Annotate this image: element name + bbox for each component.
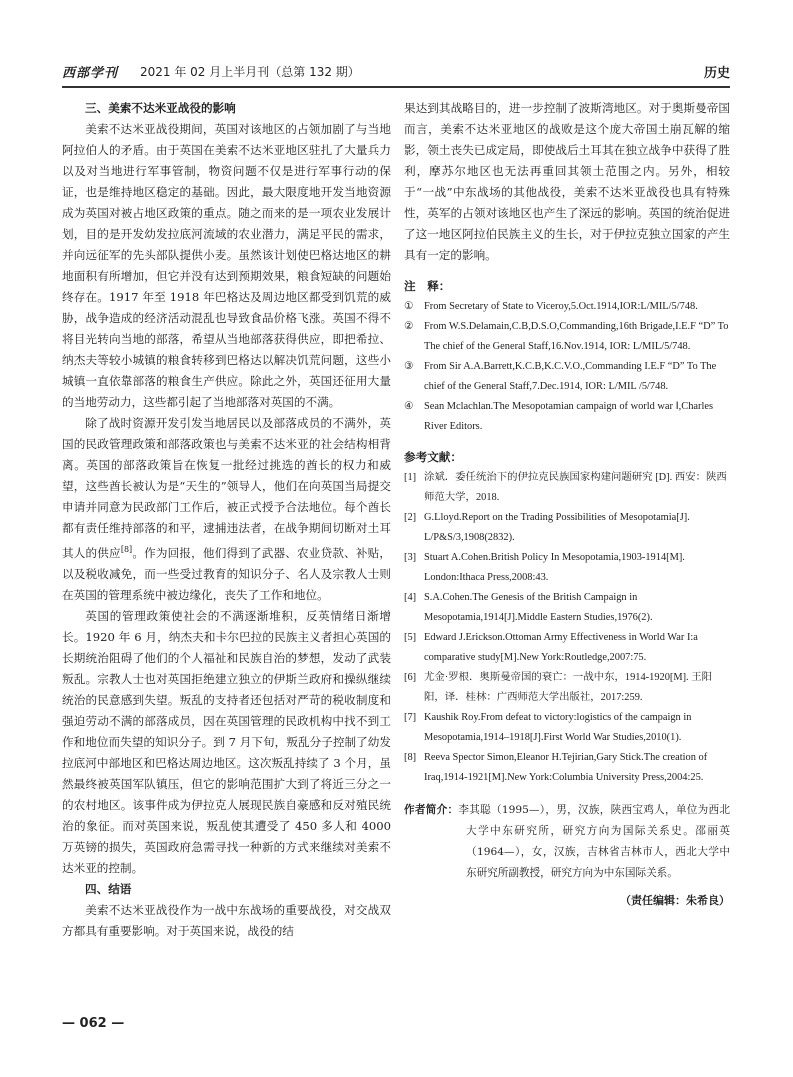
ref-item [404,468,730,508]
ref-number: [7] [404,712,417,723]
references-title: 参考文献： [404,450,462,464]
author-text: 李其聪（1995—），男，汉族，陕西宝鸡人，单位为西北大学中东研究所，研究方向为国际关系史。邵丽英（1964—），女，汉族，吉林省吉林市人，西北大学中东研究所副教授，研究方向为中东国际关系。 [458,804,730,879]
ref-text: S.A.Cohen.The Genesis of the British Campaign in Mesopotamia,1914[J].Middle Eastern Studies,1976(2). [424,592,653,623]
ref-number: [2] [404,512,417,523]
journal-name: 西部学刊 [62,66,119,81]
note-number: ② [404,321,414,332]
paragraph-4: 美索不达米亚战役作为一战中东战场的重要战役，对交战双方都具有重要影响。对于英国来说，战役的结 [62,902,391,938]
author-bio [404,800,730,884]
paragraph-continued: 果达到其战略目的，进一步控制了波斯湾地区。对于奥斯曼帝国而言，美索不达米亚地区的战败是这个庞大帝国土崩瓦解的缩影，领土丧失已成定局，即使战后土耳其在独立战争中获得了胜利，摩苏尔地区也无法再重回其领土范围之内。另外，相较于“一战”中东战场的其他战役，美索不达米亚战役也具有特殊性，英军的占领对该地区也产生了深远的影响。英国的统治促进了这一地区阿拉伯民族主义的生长，对于伊拉克独立国家的产生具有一定的影响。 [404,101,730,262]
note-text: From Secretary of State to Viceroy,5.Oct.1914,IOR:L/MIL/5/748. [424,301,698,312]
ref-item [404,748,730,788]
note-number: ③ [404,361,414,372]
note-number: ④ [404,401,414,412]
paragraph-3: 英国的管理政策使社会的不满逐渐堆积，反英情绪日渐增长。1920 年 6 月，纳杰夫和卡尔巴拉的民族主义者担心英国的长期统治阻碍了他们的个人福祉和民族自治的梦想，发动了武装叛乱。宗教人士也对英国拒绝建立独立的伊斯兰政府和操纵继续统治的民意感到失望。叛乱的支持者还包括对严苛的税收制度和强迫劳动不满的部落成员，因在英国管理的民政机构中找不到工作和地位而失望的知识分子。到 7 月下旬，叛乱分子控制了幼发拉底河中部地区和巴格达周边地区。这次叛乱持续了 3 个月，虽然最终被英国军队镇压，但它的影响范围扩大到了将近三分之一的农村地区。该事件成为伊拉克人展现民族自豪感和反对殖民统治的象征。而对英国来说，叛乱使其遭受了 450 多人和 4000 万英镑的损失，英国政府急需寻找一种新的方式来继续对美索不达米亚的控制。 [62,608,391,875]
ref-text: Stuart A.Cohen.British Policy In Mesopotamia,1903-1914[M]. London:Ithaca Press,2008:43. [424,552,685,583]
ref-number: [1] [404,472,417,483]
ref-item [404,588,730,628]
ref-text: Kaushik Roy.From defeat to victory:logistics of the campaign in Mesopotamia,1914–1918[J].First World War Studies,2010(1). [424,712,692,743]
header-rule [62,86,730,88]
note-item [404,357,730,397]
ref-item [404,508,730,548]
paragraph-1: 美索不达米亚战役期间，英国对该地区的占领加剧了与当地阿拉伯人的矛盾。由于英国在美索不达米亚地区驻扎了大量兵力以及对当地进行军事管制，物资问题不仅是进行军事行动的保证，也是维持地区稳定的基础。因此，最大限度地开发当地资源成为英国对被占地区政策的重点。随之而来的是一项农业发展计划，目的是开发幼发拉底河流域的农业潜力，满足平民的需求，并向远征军的先头部队提供小麦。虽然该计划使巴格达地区的耕地面积有所增加，但它并没有达到预期效果，粮食短缺的问题始终存在。1917 年至 1918 年巴格达及周边地区都受到饥荒的威胁，战争造成的经济活动混乱也导致食品价格飞涨。英国不得不将目光转向当地的部落，希望从当地部落获得供应，即把希拉、纳杰夫等较小城镇的粮食转移到巴格达以解决饥荒问题，这些小城镇一直依靠部落的粮食生产供应。除此之外，英国还征用大量的当地劳动力，这些都引起了当地部落对英国的不满。 [62,122,391,409]
paragraph-2 [62,413,391,606]
right-column [404,98,730,911]
note-item [404,317,730,357]
note-number: ① [404,301,414,312]
page-header [62,60,730,84]
ref-number: [8] [404,752,417,763]
issue-info: 2021 年 02 月上半月刊（总第 132 期） [140,65,360,79]
ref-text: 涂斌．委任统治下的伊拉克民族国家构建问题研究 [D]. 西安：陕西师范大学，2018. [424,472,727,503]
author-label: 作者简介： [404,804,459,816]
ref-number: [4] [404,592,417,603]
note-text: From W.S.Delamain,C.B,D.S.O,Commanding,16th Brigade,I.E.F “D” To The chief of the General Staff,16.Nov.1914, IOR: L/MIL/5/748. [424,321,729,352]
section-label: 历史 [703,66,730,81]
note-item [404,297,730,317]
ref-number: [3] [404,552,417,563]
note-text: Sean Mclachlan.The Mesopotamian campaign of world war Ⅰ,Charles River Editors. [424,401,714,432]
left-column [62,98,391,942]
ref-number: [6] [404,672,417,683]
editor-credit: （责任编辑：朱希良） [620,894,730,907]
section-heading-4: 四、结语 [85,881,132,896]
ref-item [404,668,730,708]
paragraph-2-rest: 。作为回报，他们得到了武器、农业贷款、补贴，以及税收减免，而一些受过教育的知识分子、名人及宗教人士则在英国的管理系统中被边缘化，丧失了工作和地位。 [62,545,391,602]
citation-8[interactable]: [8] [120,545,133,554]
ref-item [404,708,730,748]
ref-number: [5] [404,632,417,643]
ref-text: Reeva Spector Simon,Eleanor H.Tejirian,Gary Stick.The creation of Iraq,1914-1921[M].New York:Columbia University Press,2004:25. [424,752,708,783]
page-number: — 062 — [62,1016,125,1031]
note-text: From Sir A.A.Barrett,K.C.B,K.C.V.O.,Commanding I.E.F “D” To The chief of the General Staff,7.Dec.1914, IOR: L/MIL /5/748. [424,361,717,392]
ref-text: G.Lloyd.Report on the Trading Possibilities of Mesopotamia[J]. L/P&S/3,1908(2832). [424,512,690,543]
ref-item [404,548,730,588]
ref-item [404,628,730,668]
references-list [404,468,730,788]
note-item [404,397,730,437]
notes-title: 注 释： [404,279,451,293]
paragraph-2-text: 除了战时资源开发引发当地居民以及部落成员的不满外，英国的民政管理政策和部落政策也与美索不达米亚的社会结构相背离。英国的部落政策旨在恢复一批经过挑选的酋长的权力和威望，这些酋长被认为是“天生的”领导人，他们在向英国当局提交申请并同意为民政部门工作后，被正式授予合法地位。每个酋长都有责任维持部落的和平，逮捕违法者，在战争期间切断对土耳其人的供应 [62,416,391,560]
ref-text: 尤金·罗根．奥斯曼帝国的衰亡：一战中东，1914-1920[M]. 王阳阳，译．桂林：广西师范大学出版社，2017:259. [424,672,713,703]
ref-text: Edward J.Erickson.Ottoman Army Effectiveness in World War I:a comparative study[M].New York:Routledge,2007:75. [424,632,698,663]
section-heading-3: 三、美索不达米亚战役的影响 [85,101,236,115]
notes-list [404,297,730,437]
